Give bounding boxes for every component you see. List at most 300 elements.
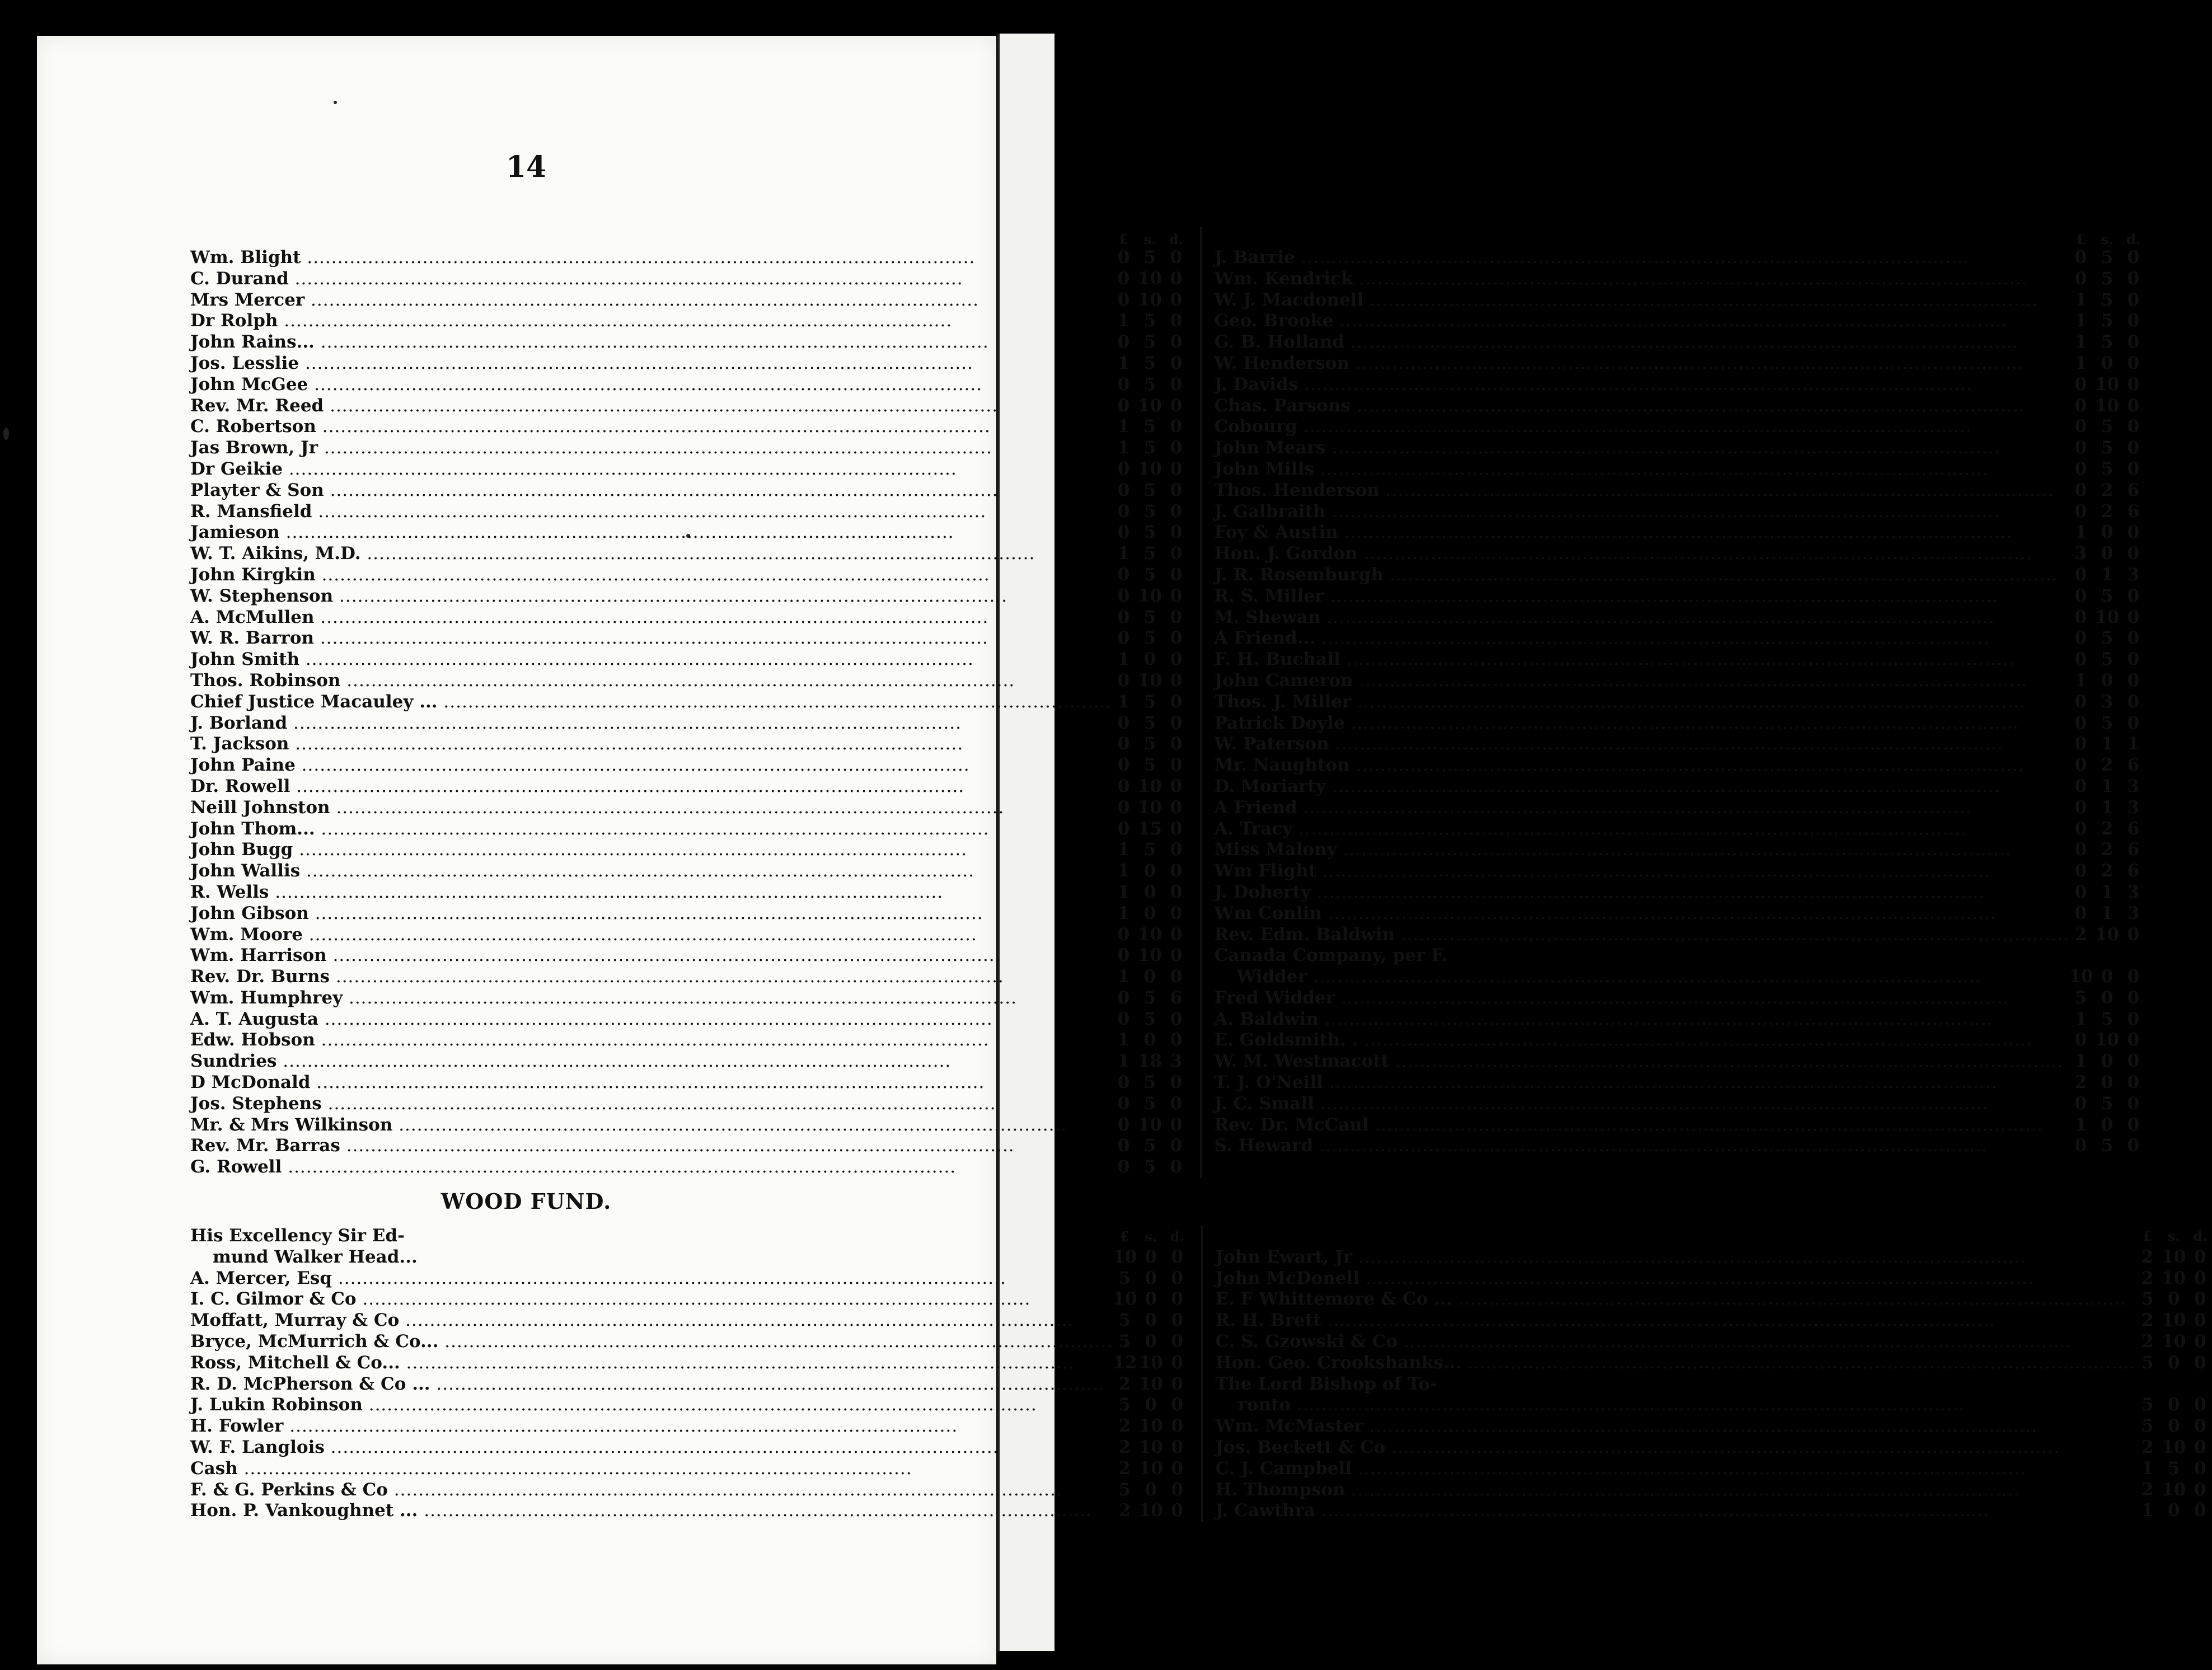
pence-amount: 0 <box>1170 734 1183 754</box>
shillings-amount: 0 <box>2167 1352 2180 1373</box>
ledger-row <box>1214 565 2145 586</box>
shillings-amount: 5 <box>1144 1072 1156 1093</box>
ledger-row <box>190 1051 1188 1072</box>
ledger-row <box>190 459 1188 480</box>
pounds-amount: 0 <box>1117 797 1130 818</box>
ledger-row <box>190 396 1188 417</box>
pounds-amount: 2 <box>2141 1437 2154 1457</box>
pounds-amount: 0 <box>2074 395 2087 416</box>
pounds-amount: 0 <box>1117 564 1130 585</box>
shillings-amount: 5 <box>2101 1093 2113 1114</box>
ledger-row <box>190 1331 1189 1353</box>
subscriber-name: J. Borland ..... <box>190 713 1112 734</box>
pounds-header: £ <box>1119 231 1128 247</box>
shillings-amount: 0 <box>1144 881 1156 902</box>
pounds-amount: 0 <box>1117 247 1130 268</box>
subscriber-name: John Kirgkin ..... <box>190 565 1112 586</box>
pence-amount: 0 <box>1170 607 1183 627</box>
ledger-row <box>190 374 1188 396</box>
pounds-amount: 0 <box>2074 712 2087 733</box>
pence-amount: 0 <box>1171 1310 1183 1331</box>
subscriber-name: A. Mercer, Esq ..... <box>190 1268 1113 1289</box>
pence-amount: 0 <box>1170 585 1183 606</box>
subscriber-name: Hon. P. Vankoughnet ... ..... <box>190 1500 1113 1522</box>
pence-amount: 0 <box>1170 839 1183 860</box>
wood-fund-title: WOOD FUND. <box>440 1189 612 1214</box>
pence-amount: 0 <box>2127 1051 2140 1072</box>
ledger-row <box>190 543 1188 565</box>
subscriber-name: W. J. Macdonell ..... <box>1214 290 2069 311</box>
subscriber-name: ronto ..... <box>1215 1395 2136 1416</box>
currency-header <box>1214 227 2145 247</box>
subscriber-name: T. J. O'Neill ..... <box>1214 1072 2069 1094</box>
ledger-row <box>1214 967 2145 988</box>
pounds-amount: 5 <box>1118 1479 1131 1500</box>
shillings-amount: 5 <box>2101 438 2113 458</box>
shillings-amount: 5 <box>2101 311 2113 331</box>
pounds-amount: 3 <box>2074 543 2087 564</box>
pounds-amount: 0 <box>2074 797 2087 818</box>
shillings-amount: 10 <box>2162 1310 2186 1331</box>
ledger-row <box>1215 1374 2212 1395</box>
ledger-row <box>1214 755 2145 776</box>
pounds-amount: 0 <box>1117 628 1130 649</box>
shillings-amount: 10 <box>1137 268 1162 289</box>
ledger-row <box>1214 543 2145 565</box>
pounds-amount: 1 <box>2074 522 2087 543</box>
ledger-row <box>190 1136 1188 1157</box>
subscriber-name: Mr. Naughton ..... <box>1214 755 2069 776</box>
subscription-rows <box>1214 247 2145 1157</box>
pounds-amount: 0 <box>2074 1030 2087 1050</box>
pence-amount: 0 <box>1170 1157 1183 1178</box>
shillings-amount: 3 <box>2101 691 2113 712</box>
pence-amount: 0 <box>1170 924 1183 945</box>
pence-amount: 0 <box>1171 1500 1183 1521</box>
pence-amount: 6 <box>2127 501 2140 522</box>
subscriber-name: Thos. Henderson ..... <box>1214 480 2069 501</box>
subscriber-name: John Gibson ..... <box>190 903 1112 925</box>
pence-amount: 0 <box>2127 1136 2140 1156</box>
pounds-amount: 2 <box>1118 1500 1131 1521</box>
ledger-row <box>1214 459 2145 480</box>
shillings-amount: 0 <box>1144 861 1156 881</box>
subscriber-name: Jamieson ..... <box>190 522 1112 543</box>
pence-amount: 0 <box>2194 1395 2206 1415</box>
ledger-row <box>190 290 1188 311</box>
pence-amount: 0 <box>1170 543 1183 564</box>
pounds-amount: 5 <box>2141 1289 2154 1310</box>
pounds-amount: 1 <box>2074 311 2087 331</box>
pounds-amount: 5 <box>2141 1352 2154 1373</box>
ledger-row <box>1215 1353 2212 1374</box>
pounds-amount: 0 <box>1117 480 1130 500</box>
pence-amount: 0 <box>2194 1310 2206 1331</box>
shillings-amount: 5 <box>1144 734 1156 754</box>
pounds-amount: 5 <box>1118 1268 1131 1288</box>
shillings-amount: 5 <box>2101 247 2113 268</box>
ledger-row <box>190 332 1188 353</box>
ledger-row <box>190 1115 1188 1136</box>
pence-amount: 0 <box>1171 1437 1183 1457</box>
pence-amount: 3 <box>2127 797 2140 818</box>
subscription-rows <box>190 247 1188 1178</box>
shillings-amount: 0 <box>1145 1331 1157 1352</box>
ledger-row <box>190 1072 1188 1094</box>
subscriber-name: Wm. Kendrick ..... <box>1214 269 2069 290</box>
ledger-row <box>190 1374 1189 1395</box>
shillings-amount: 10 <box>1137 289 1162 310</box>
subscriber-name: F. H. Buchall ..... <box>1214 649 2069 670</box>
pence-amount: 0 <box>1170 1114 1183 1135</box>
pounds-amount: 1 <box>1117 416 1130 437</box>
ledger-row <box>1215 1331 2212 1353</box>
subscriber-name: Widder ..... <box>1214 967 2069 988</box>
shillings-amount: 15 <box>1137 818 1162 839</box>
pounds-amount: 0 <box>1117 755 1130 776</box>
shillings-amount: 5 <box>1144 353 1156 373</box>
shillings-amount: 0 <box>2101 522 2113 543</box>
subscriber-name: R. D. McPherson & Co ... ..... <box>190 1374 1113 1395</box>
subscriber-name: J. R. Rosemburgh ..... <box>1214 565 2069 586</box>
shillings-amount: 5 <box>1144 1136 1156 1156</box>
ledger-row <box>190 1268 1189 1289</box>
pence-amount: 0 <box>1170 332 1183 353</box>
shillings-amount: 18 <box>1137 1051 1162 1072</box>
pounds-amount: 0 <box>1117 374 1130 395</box>
subscriber-name: R. H. Brett ..... <box>1215 1310 2136 1331</box>
subscriber-name: J. Galbraith ..... <box>1214 501 2069 523</box>
shillings-amount: 5 <box>2101 1136 2113 1156</box>
shillings-amount: 5 <box>1144 501 1156 522</box>
subscriber-name: I. C. Gilmor & Co ..... <box>190 1289 1113 1310</box>
shillings-amount: 5 <box>1144 416 1156 437</box>
shillings-amount: 5 <box>1144 839 1156 860</box>
pence-amount: 0 <box>2127 924 2140 945</box>
shillings-amount: 10 <box>1137 395 1162 416</box>
shillings-amount: 1 <box>2101 797 2113 818</box>
ledger-row <box>1214 290 2145 311</box>
subscriber-name: The Lord Bishop of To- <box>1215 1373 1437 1394</box>
pounds-amount: £ <box>2143 1228 2153 1244</box>
subscriber-name: Foy & Austin ..... <box>1214 522 2069 543</box>
pounds-amount: 1 <box>1117 543 1130 564</box>
pence-amount: 0 <box>2127 247 2140 268</box>
pounds-amount: 0 <box>1117 734 1130 754</box>
subscriber-name: H. Thompson ..... <box>1215 1480 2136 1501</box>
pounds-amount: 2 <box>1118 1458 1131 1479</box>
pence-amount: 0 <box>2127 607 2140 627</box>
pounds-amount: 2 <box>2141 1310 2154 1331</box>
ledger-row <box>1214 988 2145 1009</box>
shillings-amount: 5 <box>2101 416 2113 437</box>
pounds-amount: 0 <box>1117 987 1130 1008</box>
shillings-amount: 0 <box>1145 1310 1157 1331</box>
shillings-amount: 10 <box>1137 797 1162 818</box>
ledger-row <box>190 565 1188 586</box>
shillings-amount: 0 <box>1145 1268 1157 1288</box>
ledger-row <box>190 903 1188 925</box>
shillings-amount: 5 <box>2167 1458 2180 1479</box>
shillings-amount: 5 <box>1144 374 1156 395</box>
pounds-amount: 2 <box>2074 1072 2087 1093</box>
shillings-header: s. <box>2101 231 2113 247</box>
pounds-amount: 0 <box>2074 649 2087 670</box>
ledger-row <box>190 967 1188 988</box>
pounds-amount: 0 <box>1117 670 1130 691</box>
shillings-amount: 5 <box>1144 1157 1156 1178</box>
subscriber-name: Mrs Mercer ..... <box>190 290 1112 311</box>
pence-amount: 0 <box>2127 268 2140 289</box>
pence-amount: 0 <box>2127 289 2140 310</box>
subscriber-name: Wm. Humphrey ..... <box>190 988 1112 1009</box>
ledger-row <box>190 692 1188 713</box>
shillings-amount: 5 <box>2101 289 2113 310</box>
subscriber-name: Thos. J. Miller ..... <box>1214 692 2069 713</box>
ledger-row <box>1214 692 2145 713</box>
pence-amount: 0 <box>1170 670 1183 691</box>
ledger-row <box>190 819 1188 840</box>
shillings-amount: 5 <box>2101 712 2113 733</box>
subscriber-name: Rev. Dr. Burns ..... <box>190 967 1112 988</box>
pence-amount: 0 <box>1170 776 1183 796</box>
shillings-amount: 5 <box>2101 458 2113 479</box>
shillings-amount: 5 <box>1144 438 1156 458</box>
pounds-amount: 2 <box>1118 1416 1131 1437</box>
ledger-row <box>1215 1480 2212 1501</box>
subscriber-name: Chief Justice Macauley ... ..... <box>190 692 1112 713</box>
subscriber-name: mund Walker Head... <box>213 1246 418 1267</box>
pounds-amount: 0 <box>2074 501 2087 522</box>
pence-amount: 0 <box>2127 522 2140 543</box>
pounds-amount: 2 <box>2141 1331 2154 1352</box>
ledger-row <box>1214 480 2145 501</box>
subscriber-name: Canada Company, per F. <box>1214 945 1448 966</box>
subscriber-name: John Thom... ..... <box>190 819 1112 840</box>
ledger-row <box>190 1395 1189 1416</box>
subscriber-name: John Paine ..... <box>190 755 1112 776</box>
ledger-row <box>1214 1094 2145 1115</box>
ledger-row <box>190 1094 1188 1115</box>
pounds-amount: 0 <box>2074 1093 2087 1114</box>
pence-amount: 0 <box>1170 818 1183 839</box>
shillings-amount: 10 <box>1138 1437 1163 1457</box>
ink-speck <box>334 101 337 104</box>
subscriber-name: R. S. Miller ..... <box>1214 586 2069 607</box>
ledger-row <box>1215 1289 2212 1310</box>
pounds-amount: 0 <box>2074 607 2087 627</box>
pence-amount: 0 <box>1170 247 1183 268</box>
shillings-amount: 2 <box>2101 755 2113 776</box>
pounds-amount: 10 <box>1113 1289 1137 1310</box>
ledger-row <box>190 1009 1188 1030</box>
subscriber-name: Rev. Dr. McCaul ..... <box>1214 1115 2069 1136</box>
ledger-row <box>1215 1268 2212 1289</box>
subscriber-name: G. B. Holland ..... <box>1214 332 2069 353</box>
subscriber-name: H. Fowler ..... <box>190 1416 1113 1437</box>
pounds-amount: 0 <box>2074 755 2087 776</box>
pounds-amount: 1 <box>1117 649 1130 670</box>
subscriber-name: Rev. Edm. Baldwin ..... <box>1214 925 2069 946</box>
shillings-amount: 0 <box>1144 967 1156 987</box>
subscriber-name: Playter & Son ..... <box>190 480 1112 501</box>
ledger-row <box>1214 438 2145 459</box>
ledger-row <box>190 1247 1189 1268</box>
pence-amount: 0 <box>2127 332 2140 353</box>
subscriber-name: J. Davids ..... <box>1214 374 2069 396</box>
pounds-amount: 1 <box>1117 967 1130 987</box>
pounds-amount: 0 <box>1117 501 1130 522</box>
pounds-amount: 0 <box>1117 607 1130 627</box>
pence-amount: 0 <box>2127 416 2140 437</box>
ledger-row <box>190 522 1188 543</box>
shillings-amount: 10 <box>2162 1479 2186 1500</box>
wood-fund-ledger <box>190 1226 2208 1522</box>
subscriber-name: John Mills ..... <box>1214 459 2069 480</box>
pounds-amount: 0 <box>1117 289 1130 310</box>
pence-amount: 0 <box>1170 564 1183 585</box>
ledger-row <box>1214 416 2145 438</box>
subscriber-name: Geo. Brooke ..... <box>1214 311 2069 332</box>
ledger-row <box>1215 1458 2212 1480</box>
shillings-amount: 5 <box>1144 564 1156 585</box>
pence-amount: 3 <box>2127 903 2140 923</box>
pence-amount: 0 <box>1170 967 1183 987</box>
pence-amount: 0 <box>2127 712 2140 733</box>
subscription-column-left <box>190 227 1200 1178</box>
subscriber-name: E. F Whittemore & Co ... ..... <box>1215 1289 2136 1310</box>
pence-amount: 0 <box>1170 458 1183 479</box>
ledger-row <box>1215 1416 2212 1437</box>
pounds-amount: 0 <box>1117 522 1130 543</box>
shillings-amount: 5 <box>2101 268 2113 289</box>
subscriber-name: Fred Widder ..... <box>1214 988 2069 1009</box>
ledger-row <box>190 713 1188 734</box>
shillings-header: s. <box>1144 231 1156 247</box>
pence-amount: 0 <box>1170 438 1183 458</box>
subscriber-name: John Wallis ..... <box>190 861 1112 882</box>
ledger-row <box>190 1458 1189 1480</box>
pounds-amount: 1 <box>1117 1030 1130 1050</box>
pence-amount: 0 <box>2127 1072 2140 1093</box>
ledger-row <box>190 1353 1189 1374</box>
shillings-amount: 0 <box>1144 1030 1156 1050</box>
pence-amount: 0 <box>2127 691 2140 712</box>
shillings-amount: 5 <box>1144 691 1156 712</box>
shillings-amount: 0 <box>2167 1500 2180 1521</box>
shillings-amount: 10 <box>1137 945 1162 966</box>
pence-amount: 0 <box>2127 374 2140 395</box>
ledger-row <box>190 734 1188 755</box>
pounds-amount: 0 <box>2074 374 2087 395</box>
pounds-amount: 1 <box>2074 1008 2087 1029</box>
pence-amount: 0 <box>2127 670 2140 691</box>
pounds-amount: 12 <box>1113 1352 1137 1373</box>
ledger-row <box>190 607 1188 628</box>
ledger-row <box>1214 332 2145 353</box>
shillings-amount: 10 <box>2095 395 2120 416</box>
ledger-row <box>190 1226 1189 1247</box>
ledger-row <box>190 670 1188 692</box>
pence-amount: 0 <box>2194 1416 2206 1437</box>
shillings-amount: 5 <box>1144 543 1156 564</box>
shillings-amount: 0 <box>2101 353 2113 373</box>
ledger-row <box>1214 1115 2145 1136</box>
pence-amount: 0 <box>2127 967 2140 987</box>
pence-amount: 0 <box>1170 268 1183 289</box>
pence-amount: 0 <box>1170 395 1183 416</box>
subscriber-name: Dr. Rowell ..... <box>190 776 1112 798</box>
shillings-amount: 1 <box>2101 564 2113 585</box>
shillings-amount: 1 <box>2101 734 2113 754</box>
ledger-row <box>190 1500 1189 1522</box>
shillings-amount: 5 <box>1144 987 1156 1008</box>
ledger-row <box>190 269 1188 290</box>
pence-amount: 6 <box>2127 818 2140 839</box>
subscriber-name: Jas Brown, Jr ..... <box>190 438 1112 459</box>
subscriber-name: Bryce, McMurrich & Co... ..... <box>190 1331 1113 1353</box>
pence-amount: 0 <box>1171 1289 1183 1310</box>
ledger-row <box>190 861 1188 882</box>
pounds-amount: 0 <box>1117 776 1130 796</box>
pence-amount: 6 <box>2127 755 2140 776</box>
ledger-row <box>190 1157 1188 1178</box>
shillings-amount: 10 <box>1137 924 1162 945</box>
pence-amount: 0 <box>1170 649 1183 670</box>
pounds-amount: 0 <box>2074 776 2087 796</box>
pounds-amount: 0 <box>1117 585 1130 606</box>
shillings-amount: 0 <box>2101 987 2113 1008</box>
subscriber-name: John Smith ..... <box>190 649 1112 670</box>
pence-amount: 0 <box>2127 1030 2140 1050</box>
shillings-amount: 5 <box>1144 607 1156 627</box>
ledger-row <box>1214 925 2145 946</box>
shillings-amount: 5 <box>2101 585 2113 606</box>
pence-amount: 0 <box>1170 797 1183 818</box>
ledger-row <box>190 798 1188 819</box>
pounds-amount: 0 <box>1117 458 1130 479</box>
ledger-row <box>1214 396 2145 417</box>
subscriber-name: A Friend ..... <box>1214 798 2069 819</box>
pence-amount: 3 <box>1170 1051 1183 1072</box>
ledger-row <box>1214 1030 2145 1051</box>
pence-amount: 0 <box>1170 480 1183 500</box>
ledger-row <box>190 501 1188 523</box>
shillings-amount: 10 <box>2095 607 2120 627</box>
shillings-amount: 5 <box>1144 522 1156 543</box>
subscriber-name: A. T. Augusta ..... <box>190 1009 1112 1030</box>
ledger-row <box>1214 522 2145 543</box>
shillings-amount: 5 <box>1144 628 1156 649</box>
pence-amount: 0 <box>1171 1246 1183 1267</box>
subscriber-name: G. Rowell ..... <box>190 1157 1112 1178</box>
subscriber-name: Patrick Doyle ..... <box>1214 713 2069 734</box>
ledger-row <box>1214 819 2145 840</box>
ledger-row <box>190 1289 1189 1310</box>
pounds-amount: 1 <box>2074 289 2087 310</box>
ledger-row <box>1214 501 2145 523</box>
pence-amount: 0 <box>2194 1246 2206 1267</box>
subscriber-name: Wm. Harrison ..... <box>190 945 1112 967</box>
shillings-amount: 0 <box>2101 1072 2113 1093</box>
shillings-amount: 2 <box>2101 861 2113 881</box>
ledger-row <box>190 882 1188 903</box>
pence-header: d. <box>1169 231 1183 247</box>
subscriber-name: Jos. Stephens ..... <box>190 1094 1112 1115</box>
pence-amount: 0 <box>1170 1093 1183 1114</box>
wood-fund-column-right <box>1201 1226 2212 1522</box>
shillings-amount: 10 <box>2162 1437 2186 1457</box>
